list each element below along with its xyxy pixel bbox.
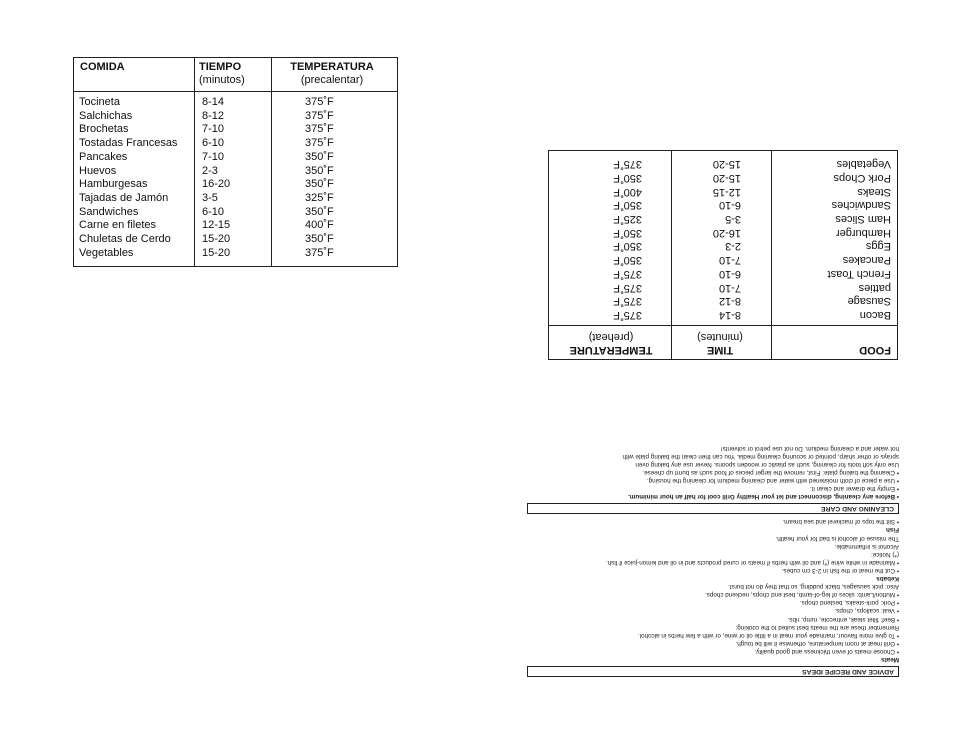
table-cell-time: 15-20 <box>202 246 231 259</box>
advice-line: Remember these are the meats best suited to the cooking: <box>735 623 899 631</box>
table-cell-food: Chuletas de Cerdo <box>79 233 171 246</box>
table-cell-food: patties <box>858 281 891 294</box>
table-cell-time: 15-20 <box>712 158 741 171</box>
advice-section-rotated <box>527 372 899 677</box>
kebabs-heading: Kebabs <box>876 575 899 583</box>
table-cell-temp: 350˚F <box>613 240 642 253</box>
advice-line: (*) Notice: <box>871 550 899 558</box>
header-time: TIME (minutes) <box>697 331 743 356</box>
table-cell-time: 15-20 <box>202 233 231 246</box>
advice-line: • Slit the tops of mackerel and sea bream. <box>782 518 899 526</box>
advice-line: • Before any cleaning, disconnect and let your Healthy Grill cool for half an hour minimum. <box>628 493 899 501</box>
table-cell-time: 12-15 <box>202 219 231 232</box>
column-divider <box>771 151 772 359</box>
table-cell-food: French Toast <box>827 267 891 280</box>
table-cell-temp: 375˚F <box>613 295 642 308</box>
advice-line: Use only soft tools for cleaning, such as plastic or wooden spoons. Never use any baking oven <box>635 460 899 468</box>
table-cell-temp: 400˚F <box>305 219 334 232</box>
fish-heading: Fish <box>886 526 899 534</box>
english-table-rotated <box>548 150 898 360</box>
column-divider <box>194 58 195 266</box>
table-cell-food: Tajadas de Jamón <box>79 191 169 204</box>
table-cell-time: 16-20 <box>202 178 231 191</box>
table-cell-time: 8-12 <box>718 295 741 308</box>
column-divider <box>671 151 672 359</box>
time-column <box>202 96 230 260</box>
table-cell-temp: 325˚F <box>613 213 642 226</box>
table-cell-temp: 350˚F <box>305 164 334 177</box>
table-cell-temp: 375˚F <box>305 123 334 136</box>
table-cell-food: Steaks <box>857 185 891 198</box>
table-cell-temp: 375˚F <box>613 267 642 280</box>
table-cell-temp: 350˚F <box>613 199 642 212</box>
table-cell-time: 3-5 <box>202 191 218 204</box>
advice-line: • Pork: pork-steaks, bestend chops. <box>799 599 899 607</box>
table-cell-food: Sandwiches <box>79 205 139 218</box>
table-cell-time: 6-10 <box>202 137 225 150</box>
food-column <box>828 157 891 321</box>
header-food: FOOD <box>859 344 891 356</box>
table-cell-time: 2-3 <box>725 240 741 253</box>
advice-title-box: ADVICE AND RECIPE IDEAS <box>527 666 899 677</box>
table-cell-food: Pancakes <box>842 254 891 267</box>
table-cell-food: Tocineta <box>79 96 120 108</box>
table-cell-food: Eggs <box>865 240 891 253</box>
kebabs-list <box>527 534 899 574</box>
table-cell-food: Vegetables <box>79 246 134 259</box>
cleaning-list <box>527 444 899 501</box>
advice-line: • Empty the drawer and clean it. <box>809 485 899 493</box>
fish-list <box>527 517 899 525</box>
table-cell-temp: 375˚F <box>305 109 334 122</box>
header-food: COMIDA <box>80 61 125 73</box>
table-cell-time: 8-12 <box>202 109 225 122</box>
table-cell-temp: 350˚F <box>305 205 334 218</box>
table-cell-food: Vegetables <box>836 158 891 171</box>
table-cell-time: 6-10 <box>718 267 741 280</box>
advice-line: Also: pick sausages, black pudding, so that they do not burst. <box>728 583 899 591</box>
advice-line: • Cut the meat or the fish in 2-3 cm cubes. <box>781 566 899 574</box>
table-cell-time: 8-14 <box>202 96 225 108</box>
advice-line: sprays or other sharp, pointed or scouring cleaning media. You can then clean the baking plate with <box>622 452 899 460</box>
table-cell-food: Hamburger <box>835 226 891 239</box>
column-divider <box>271 58 272 266</box>
table-cell-temp: 375˚F <box>613 158 642 171</box>
table-cell-food: Sausage <box>847 295 891 308</box>
advice-line: hot water and a cleaning medium. Do not use petrol or solvents! <box>720 444 899 452</box>
table-cell-time: 8-14 <box>718 309 741 321</box>
table-cell-time: 7-10 <box>718 254 741 267</box>
table-cell-temp: 400˚F <box>613 185 642 198</box>
table-cell-time: 6-10 <box>718 199 741 212</box>
advice-line: • Choose meats of even thickness and good quality. <box>754 647 899 655</box>
advice-line: • Mutton/Lamb: slices of leg-of-lamb, best end chops, neckend chops. <box>704 591 899 599</box>
table-cell-time: 16-20 <box>712 226 741 239</box>
table-cell-food: Pork Chops <box>833 171 891 184</box>
header-temperature: TEMPERATURE (preheat) <box>569 331 653 356</box>
cleaning-title-box: CLEANING AND CARE <box>527 503 899 514</box>
table-cell-temp: 350˚F <box>613 254 642 267</box>
table-cell-time: 15-20 <box>712 171 741 184</box>
advice-line: • Use a piece of cloth moistened with water and cleaning medium for cleaning the housing. <box>646 477 899 485</box>
header-temperature: TEMPERATURA (precalentar) <box>290 61 374 86</box>
table-cell-temp: 375˚F <box>613 281 642 294</box>
table-cell-temp: 375˚F <box>305 96 334 108</box>
english-cooking-table <box>548 150 898 360</box>
table-cell-time: 12-15 <box>712 185 741 198</box>
table-cell-food: Salchichas <box>79 109 133 122</box>
table-cell-food: Brochetas <box>79 123 129 136</box>
table-cell-time: 7-10 <box>202 150 225 163</box>
table-cell-time: 7-10 <box>202 123 225 136</box>
temperature-column <box>613 157 642 321</box>
temperature-column <box>305 96 334 260</box>
advice-line: The misuse of alcohol is bad for your health. <box>775 534 899 542</box>
table-cell-temp: 350˚F <box>305 150 334 163</box>
table-cell-time: 3-5 <box>725 213 741 226</box>
table-cell-food: Sandwiches <box>831 199 891 212</box>
table-cell-time: 6-10 <box>202 205 225 218</box>
advice-line: • Cleaning the baking plate: First, remove the larger pieces of food such as burnt up cheese. <box>642 469 899 477</box>
table-cell-temp: 350˚F <box>305 178 334 191</box>
time-column <box>713 157 741 321</box>
table-cell-temp: 350˚F <box>613 226 642 239</box>
header-time: TIEMPO (minutos) <box>199 61 245 86</box>
table-cell-time: 2-3 <box>202 164 218 177</box>
advice-line: Alcohol is inflammable. <box>834 542 899 550</box>
table-cell-temp: 350˚F <box>305 233 334 246</box>
advice-line: • Beef: fillet steak, entrecote, rump, ribs. <box>787 615 899 623</box>
table-cell-food: Hamburgesas <box>79 178 148 191</box>
advice-line: • Grill meat at room temperature, otherwise it will be tough. <box>735 639 899 647</box>
table-cell-temp: 350˚F <box>613 171 642 184</box>
meats-heading: Meats <box>881 656 899 663</box>
table-cell-food: Tostadas Francesas <box>79 137 178 150</box>
table-cell-temp: 325˚F <box>305 191 334 204</box>
spanish-cooking-table <box>73 57 398 267</box>
table-cell-temp: 375˚F <box>305 246 334 259</box>
table-cell-food: Huevos <box>79 164 117 177</box>
table-cell-food: Bacon <box>859 309 891 321</box>
advice-line: • To give more flavour, marinade your meat in a little oil or wine, or with a few herbs in alcohol. <box>637 631 899 639</box>
table-cell-food: Pancakes <box>79 150 128 163</box>
table-cell-temp: 375˚F <box>613 309 642 321</box>
advice-line: • Marinade in white wine (*) and oil with herbs if meats or cured products and in oil and lemon-juice if fish. <box>605 558 899 566</box>
food-column <box>79 96 177 260</box>
table-cell-food: Carne en filetes <box>79 219 157 232</box>
advice-line: • Veal: scallops, chops. <box>834 607 899 615</box>
table-cell-temp: 375˚F <box>305 137 334 150</box>
table-cell-food: Ham Slices <box>835 213 891 226</box>
meats-list <box>527 582 899 655</box>
table-cell-time: 7-10 <box>718 281 741 294</box>
